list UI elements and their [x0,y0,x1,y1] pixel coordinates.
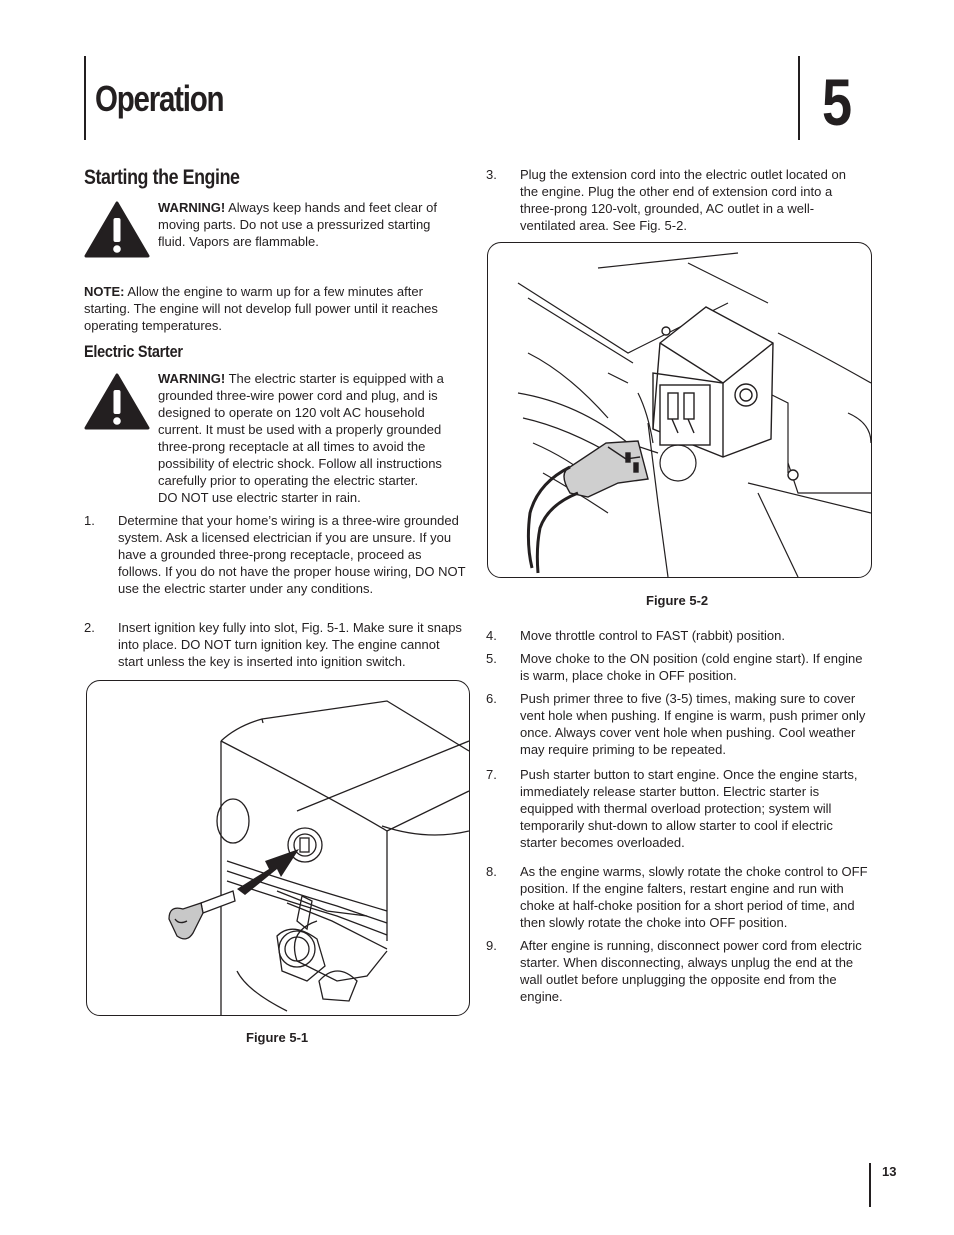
extension-cord-illustration [488,243,871,577]
header-right-rule [798,56,800,140]
electric-warning-block [158,370,464,506]
chapter-title: Operation [95,78,224,119]
step-text: As the engine warms, slowly rotate the choke control to OFF position. If the engine falters, restart engine and run with choke at half-choke position for a short period of time, and then slowly rotate the choke into OFF position. [520,864,868,930]
step-text: Move throttle control to FAST (rabbit) position. [520,628,785,643]
step-text: Determine that your home’s wiring is a three-wire grounded system. Ask a licensed electrician if you are unsure. If you have a grounded three-prong receptacle, proceed as follows. If you do not have the proper house wiring, DO NOT use the electric starter under any conditions. [118,513,466,596]
step-text: Push primer three to five (3-5) times, making sure to cover vent hole when pushing. If engine is warm, push primer only once. Always cover vent hole when pushing. Cool weather may require priming to be repeated. [520,691,866,757]
chapter-number: 5 [822,65,853,139]
header-left-rule [84,56,86,140]
step-number: 9. [486,938,497,953]
figure-caption: Figure 5-2 [646,593,709,608]
note-block [84,283,464,334]
figure-5-2 [487,242,872,578]
step-number: 8. [486,864,497,879]
warning-label: WARNING! [158,371,226,386]
step-text: Push starter button to start engine. Once the engine starts, immediately release starter button. Electric starter is equipped with thermal overload protection; system will temporarily shut-down to allow starter to cool if electric starter becomes overloaded. [520,767,858,850]
step-text: Insert ignition key fully into slot, Fig. 5-1. Make sure it snaps into place. DO NOT turn ignition key. The engine cannot start unless the key is inserted into ignition switch. [118,620,462,669]
subsection-title: Electric Starter [84,342,183,361]
page-number: 13 [882,1164,897,1179]
warning-text: Always keep hands and feet clear of moving parts. Do not use a pressurized starting fluid. Vapors are flammable. [158,200,437,249]
warning-block [158,199,458,250]
warning-text-rain: DO NOT use electric starter in rain. [158,490,361,505]
step-number: 5. [486,651,497,666]
step-number: 2. [84,620,95,635]
step-number: 7. [486,767,497,782]
warning-text: The electric starter is equipped with a grounded three-wire power cord and plug, and is designed to operate on 120 volt AC household current. It must be used with a properly grounded three-prong receptacle at all times to avoid the possibility of electric shock. Follow all instructions carefully prior to operating the electric starter. [158,371,444,488]
warning-icon [84,200,150,258]
step-text: Move choke to the ON position (cold engine start). If engine is warm, place choke in OFF position. [520,651,863,683]
footer-rule [869,1163,871,1207]
step-number: 4. [486,628,497,643]
warning-icon [84,372,150,430]
warning-label: WARNING! [158,200,226,215]
step-text: After engine is running, disconnect power cord from electric starter. When disconnecting, always unplug the end at the wall outlet before unplugging the opposite end from the engine. [520,938,862,1004]
step-number: 6. [486,691,497,706]
section-title: Starting the Engine [84,166,240,189]
step-number: 3. [486,167,497,182]
step-number: 1. [84,513,95,528]
note-label: NOTE: [84,284,125,299]
note-text: Allow the engine to warm up for a few minutes after starting. The engine will not develop full power until it reaches operating temperatures. [84,284,438,333]
figure-caption: Figure 5-1 [246,1030,309,1045]
figure-5-1 [86,680,470,1016]
ignition-key-illustration [87,681,469,1015]
step-text: Plug the extension cord into the electric outlet located on the engine. Plug the other end of extension cord into a three-prong 120-volt, grounded, AC outlet in a well-ventilated area. See Fig. 5-2. [520,167,846,233]
